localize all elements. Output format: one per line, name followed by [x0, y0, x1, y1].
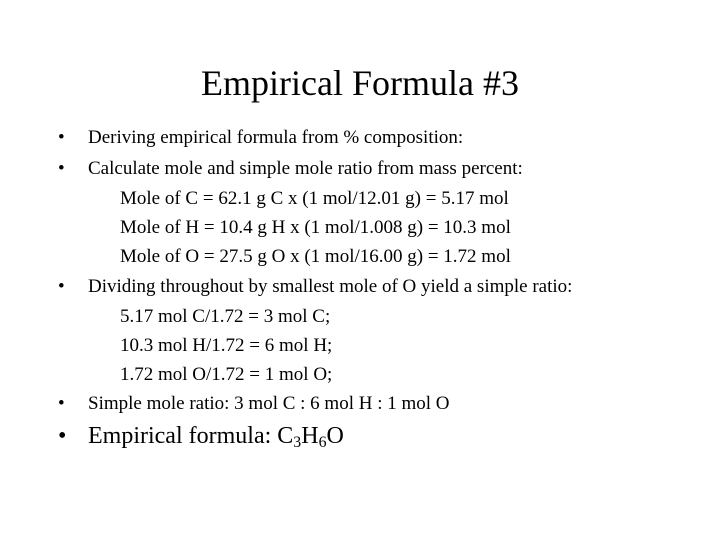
mole-o-line: Mole of O = 27.5 g O x (1 mol/16.00 g) = 1.72 mol — [120, 246, 511, 267]
bullet-marker: • — [58, 276, 65, 297]
bullet-dividing: Dividing throughout by smallest mole of O yield a simple ratio: — [88, 276, 573, 297]
empirical-formula-line — [88, 421, 344, 451]
slide-title: Empirical Formula #3 — [201, 63, 519, 103]
ratio-h-line: 10.3 mol H/1.72 = 6 mol H; — [120, 335, 333, 356]
bullet-deriving: Deriving empirical formula from % composition: — [88, 127, 464, 148]
formula-h: H — [301, 423, 319, 449]
mole-c-line: Mole of C = 62.1 g C x (1 mol/12.01 g) = 5.17 mol — [120, 188, 509, 209]
formula-h-subscript: 6 — [318, 433, 327, 451]
bullet-marker: • — [58, 423, 67, 449]
bullet-marker: • — [58, 158, 65, 179]
bullet-simple-ratio: Simple mole ratio: 3 mol C : 6 mol H : 1 mol O — [88, 393, 450, 414]
empirical-formula-prefix: Empirical formula: — [88, 423, 278, 449]
formula-o: O — [326, 423, 344, 449]
ratio-c-line: 5.17 mol C/1.72 = 3 mol C; — [120, 306, 331, 327]
mole-h-line: Mole of H = 10.4 g H x (1 mol/1.008 g) = 10.3 mol — [120, 217, 511, 238]
bullet-calculate: Calculate mole and simple mole ratio from mass percent: — [88, 158, 523, 179]
formula-c-subscript: 3 — [293, 433, 302, 451]
bullet-marker: • — [58, 127, 65, 148]
ratio-o-line: 1.72 mol O/1.72 = 1 mol O; — [120, 364, 333, 385]
bullet-marker: • — [58, 393, 65, 414]
formula-c: C — [277, 423, 294, 449]
